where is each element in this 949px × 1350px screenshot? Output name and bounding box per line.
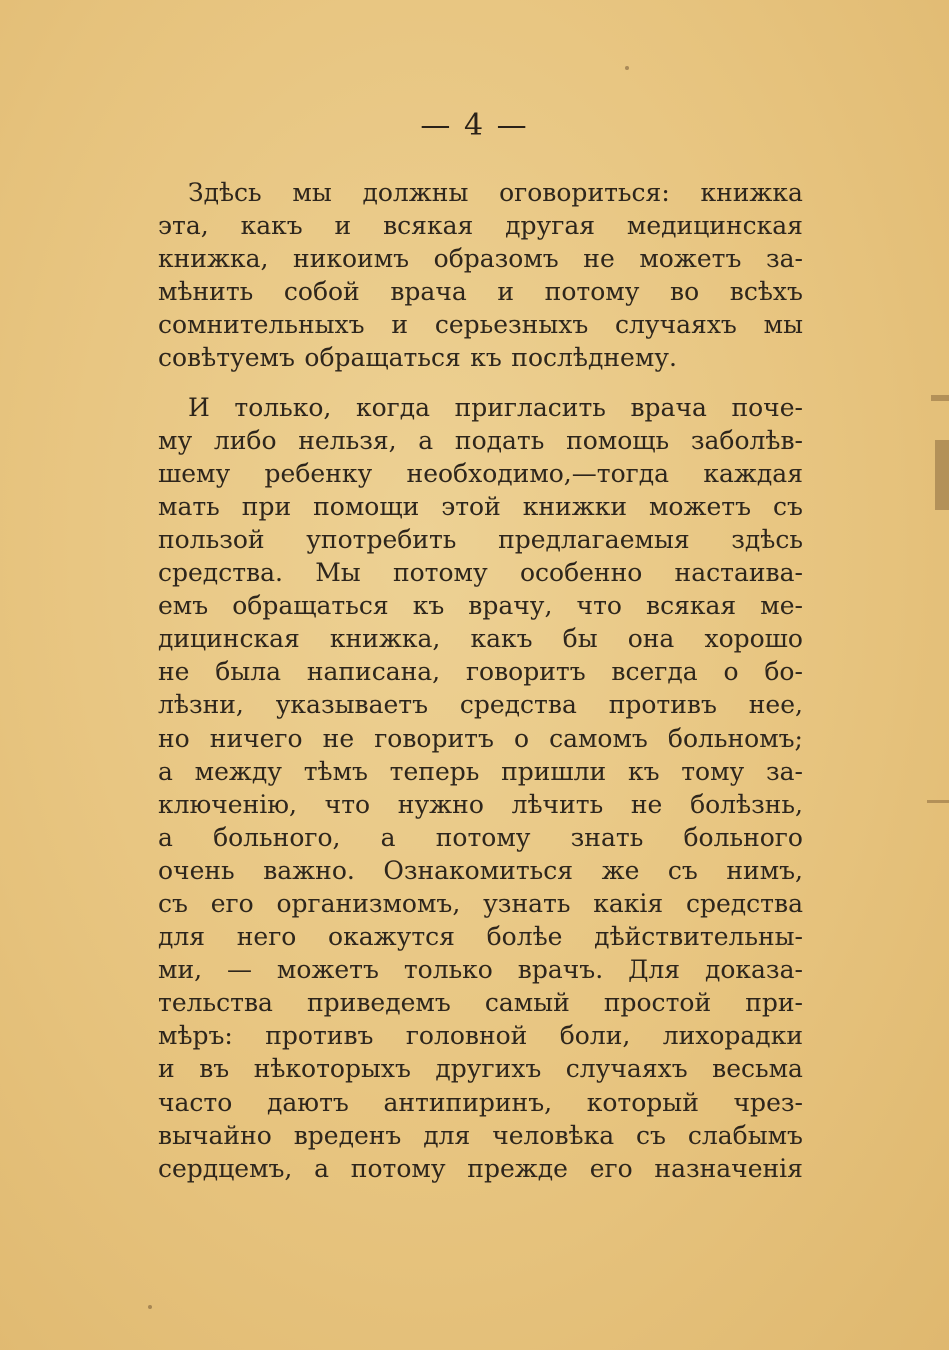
binding-mark [927, 800, 949, 803]
paper-speck [148, 1305, 152, 1309]
text-line: совѣтуемъ обращаться къ послѣднему. [158, 343, 677, 373]
paragraph-gap [158, 375, 803, 391]
text-line: пользой употребить предлагаемыя здѣсь [158, 524, 803, 554]
text-line: но ничего не говоритъ о самомъ больномъ; [158, 723, 803, 753]
text-line: сердцемъ, а потому прежде его назначенія [158, 1153, 803, 1183]
text-line: а больного, а потому знать больного [158, 822, 803, 852]
binding-mark [931, 395, 949, 401]
text-line: мѣнить собой врача и потому во всѣхъ [158, 277, 803, 307]
binding-mark [935, 440, 949, 510]
text-line: мѣръ: противъ головной боли, лихорадки [158, 1021, 803, 1051]
text-line: емъ обращаться къ врачу, что всякая ме- [158, 591, 803, 621]
text-line: очень важно. Ознакомиться же съ нимъ, [158, 855, 803, 885]
text-line: вычайно вреденъ для человѣка съ слабымъ [158, 1120, 803, 1150]
text-line: ми, — можетъ только врачъ. Для доказа- [158, 955, 803, 985]
paragraph [158, 391, 803, 1185]
text-line: И только, когда пригласить врача поче- [188, 392, 803, 422]
text-line: дицинская книжка, какъ бы она хорошо [158, 624, 803, 654]
text-line: тельства приведемъ самый простой при- [158, 988, 803, 1018]
text-line: съ его организмомъ, узнать какія средства [158, 888, 803, 918]
text-line: сомнительныхъ и серьезныхъ случаяхъ мы [158, 310, 803, 340]
text-line: не была написана, говоритъ всегда о бо- [158, 657, 803, 687]
text-line: ключенію, что нужно лѣчить не болѣзнь, [158, 789, 803, 819]
paper-speck [625, 66, 629, 70]
text-line: лѣзни, указываетъ средства противъ нее, [158, 690, 803, 720]
text-line: а между тѣмъ теперь пришли къ тому за- [158, 756, 803, 786]
paragraph [158, 176, 803, 375]
text-line: для него окажутся болѣе дѣйствительны- [158, 922, 803, 952]
text-line: часто даютъ антипиринъ, который чрез- [158, 1087, 803, 1117]
text-line: книжка, никоимъ образомъ не можетъ за- [158, 244, 803, 274]
body-text [158, 176, 803, 1185]
text-line: Здѣсь мы должны оговориться: книжка [188, 178, 803, 207]
text-line: эта, какъ и всякая другая медицинская [158, 211, 803, 241]
page-number: — 4 — [420, 108, 529, 143]
text-line: му либо нельзя, а подать помощь заболѣв- [158, 425, 803, 455]
text-line: шему ребенку необходимо,—тогда каждая [158, 458, 803, 488]
text-line: и въ нѣкоторыхъ другихъ случаяхъ весьма [158, 1054, 803, 1084]
text-line: мать при помощи этой книжки можетъ съ [158, 491, 803, 521]
text-line: средства. Мы потому особенно настаива- [158, 558, 803, 588]
